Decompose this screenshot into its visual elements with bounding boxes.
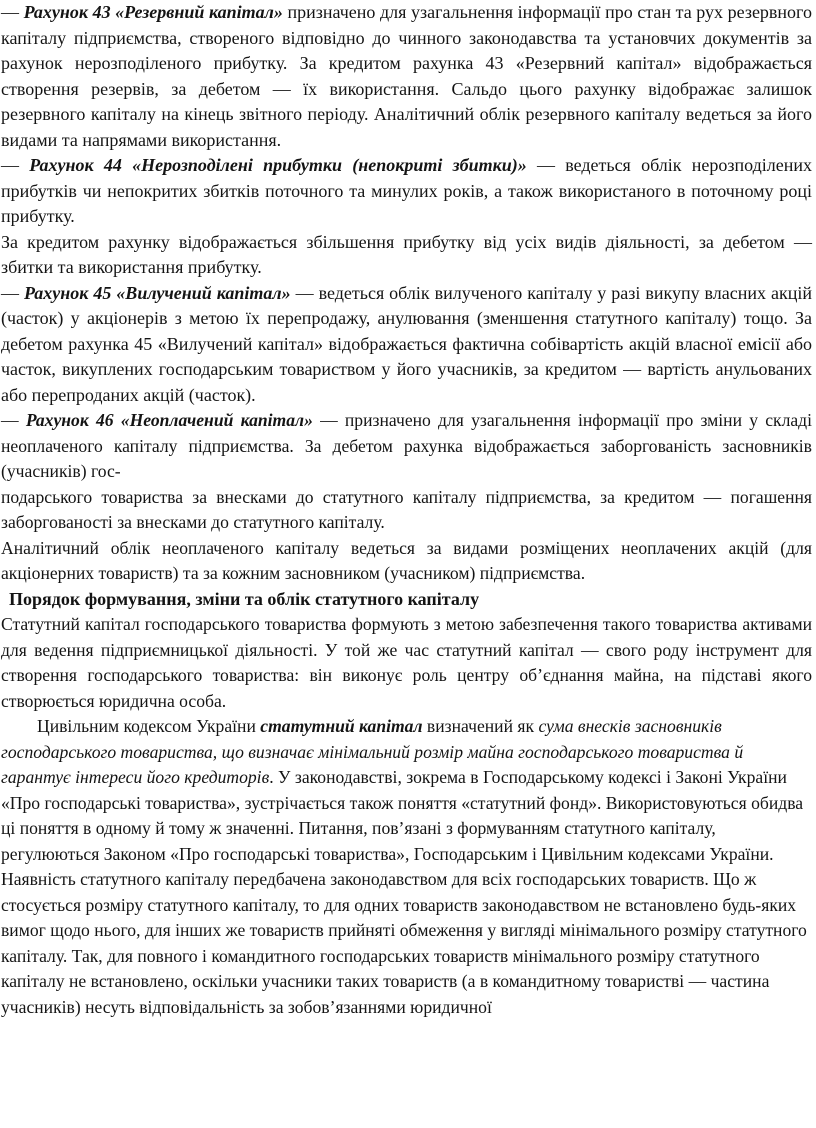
account-46-text: — призначено для узагальнення інформації про зміни у складі неоплаченого капіталу підприємства. За дебетом рахунка відображається заборгованість засновників (учасників) гос-: [1, 410, 813, 481]
dash: —: [1, 282, 24, 303]
paragraph-analytic-accounting: Аналітичний облік неоплаченого капіталу ведеться за видами розміщених неоплачених акцій (для акціонерних товариств) та за кожним засновником (учасником) підприємства.: [1, 537, 812, 583]
dash: —: [1, 410, 26, 430]
section-heading: Порядок формування, зміни та облік статутного капіталу: [9, 588, 480, 609]
paragraph-account-44: [1, 153, 812, 230]
dash: —: [1, 155, 30, 175]
paragraph-account-44-credit: За кредитом рахунку відображається збільшення прибутку від усіх видів діяльності, за дебетом — збитки та використання прибутку.: [1, 231, 812, 277]
paragraph-civil-code: [1, 714, 812, 1020]
charter-capital-definition: сума внесків засновників господарського товариства, що визначає мінімальний розмір майна господарського товариства й гарантує інтереси його кредиторів: [1, 716, 744, 787]
civil-code-text-2: визначений як: [422, 716, 539, 736]
dash: —: [1, 2, 24, 22]
paragraph-account-45: [1, 281, 812, 409]
civil-code-text-3: . У законодавстві, зокрема в Господарському кодексі і Законі України «Про господарські товариства», зустрічається також поняття «статутний фонд». Використовуються обидва ці поняття в одному й тому ж значенні. Питання, пов’язані з формуванням статутного капіталу, регулюються Законом «Про господарські товариства», Господарським і Цивільним кодексами України. Наявність статутного капіталу передбачена законодавством для всіх господарських товариств. Що ж стосується розміру статутного капіталу, то для одних товариств законодавством не встановлено будь-яких вимог щодо нього, для інших же товариств прийняті обмеження у вигляді мінімального розміру статутного капіталу. Так, для повного і командитного господарських товариств мінімального розміру статутного капіталу не встановлено, оскільки учасники таких товариств (а в командитному товаристві — частина учасників) несуть відповідальність за зобов’язаннями юридичної: [1, 767, 807, 1017]
account-44-title: Рахунок 44 «Нерозподілені прибутки (непокриті збитки)»: [29, 155, 527, 175]
paragraph-account-46-continued: подарського товариства за внесками до статутного капіталу підприємства, за кредитом — погашення заборгованості за внесками до статутного капіталу.: [1, 486, 812, 532]
paragraph-account-43: [1, 0, 812, 153]
account-43-title: Рахунок 43 «Резервний капітал»: [23, 2, 283, 22]
account-46-title: Рахунок 46 «Неоплачений капітал»: [25, 410, 313, 430]
account-45-title: Рахунок 45 «Вилучений капітал»: [23, 282, 291, 303]
account-43-text: призначено для узагальнення інформації про стан та рух резервного капіталу підприємства, створеного відповідно до чинного законодавства та установчих документів за рахунок нерозподіленого прибутку. За кредитом рахунка 43 «Резервний капітал» відображається створення резервів, за дебетом — їх використання. Сальдо цього рахунку відображає залишок резервного капіталу на кінець звітного періоду. Аналітичний облік резервного капіталу ведеться за його видами та напрямами використання.: [1, 2, 812, 150]
account-44-text: — ведеться облік нерозподілених прибутків чи непокритих збитків поточного та минулих років, а також використаного в поточному році прибутку.: [1, 155, 812, 226]
paragraph-charter-capital: Статутний капітал господарського товариства формують з метою забезпечення такого товариства активами для ведення підприємницької діяльності. У той же час статутний капітал — свого роду інструмент для створення господарського товариства: він виконує роль центру об’єднання майна, на підставі якого створюється юридична особа.: [1, 614, 812, 711]
civil-code-text-1: Цивільним кодексом України: [37, 716, 261, 736]
charter-capital-term: статутний капітал: [260, 716, 423, 736]
account-45-text: — ведеться облік вилученого капіталу у разі викупу власних акцій (часток) у акціонерів з метою їх перепродажу, анулювання (зменшення статутного капіталу) тощо. За дебетом рахунка 45 «Вилучений капітал» відображається фактична собівартість акцій власної емісії або часток, викуплених господарським товариством у його учасників, за кредитом — вартість анульованих або перепроданих акцій (часток).: [1, 282, 812, 405]
paragraph-account-46: [1, 408, 812, 485]
